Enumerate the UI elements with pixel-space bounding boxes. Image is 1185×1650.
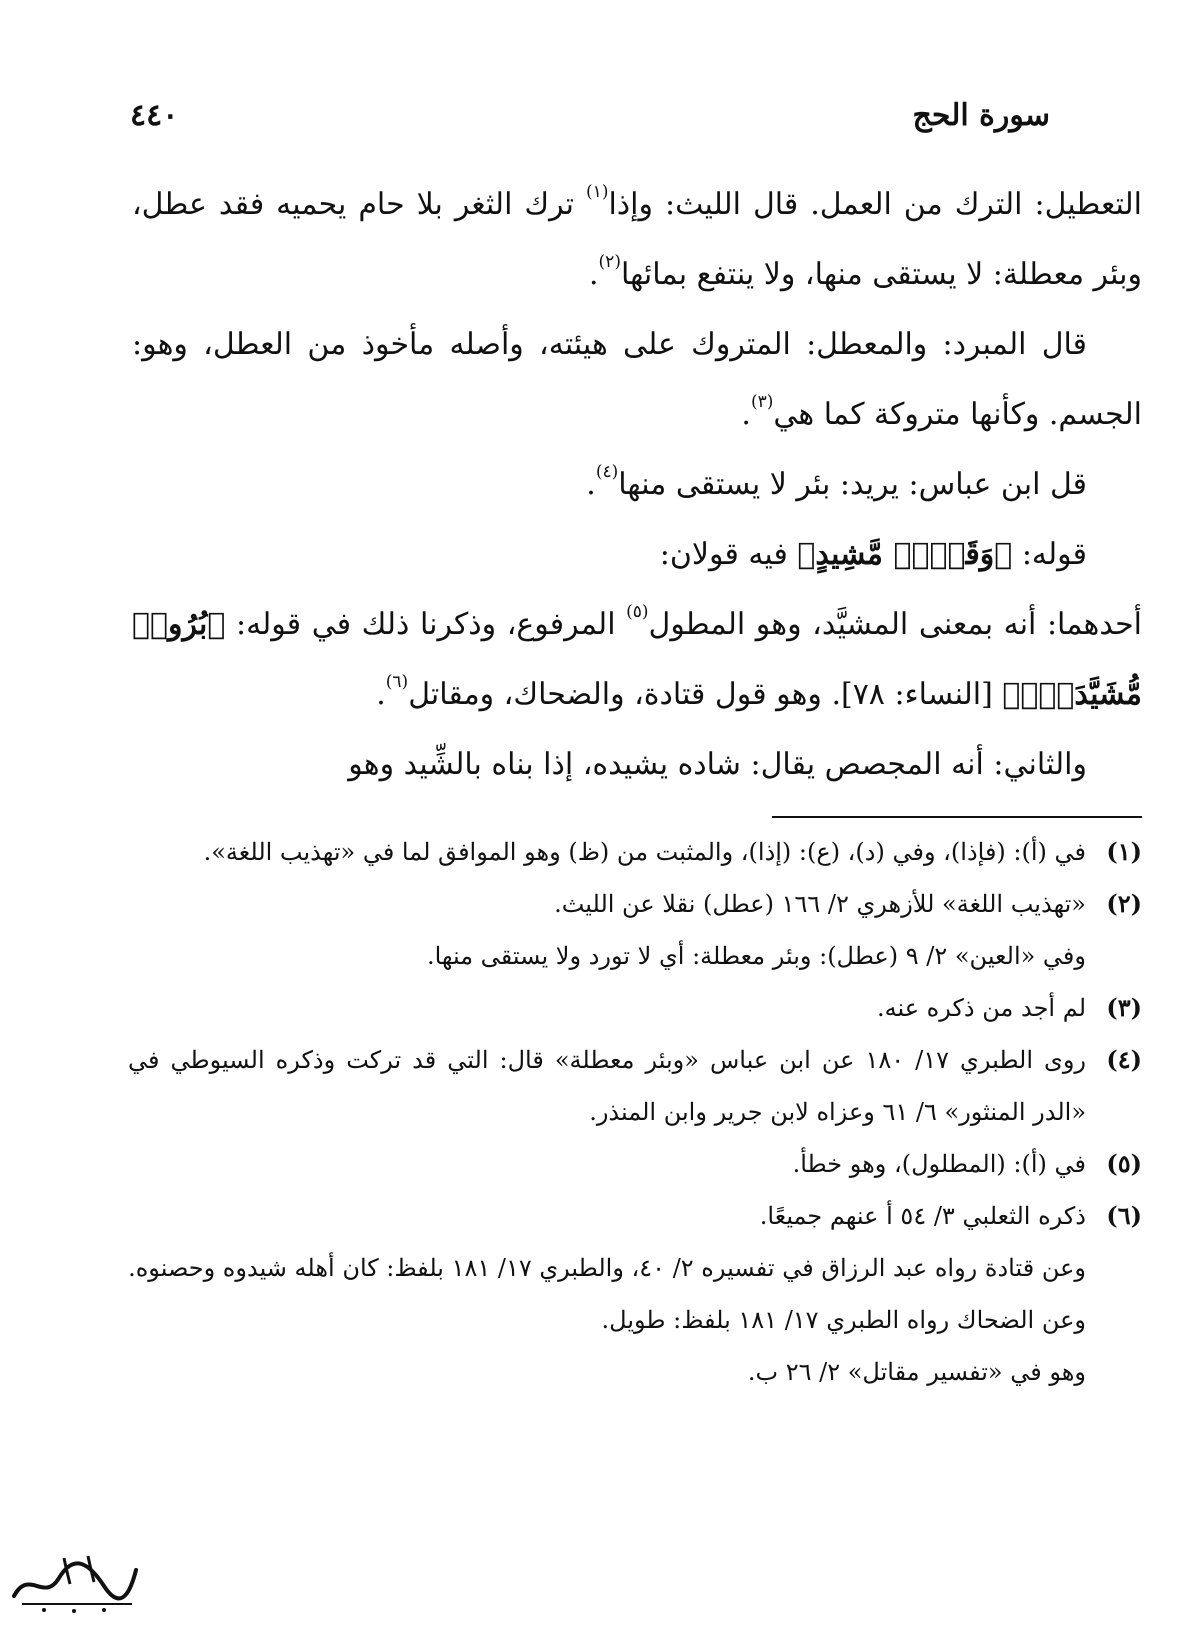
footnote-text: «تهذيب اللغة» للأزهري ٢/ ١٦٦ (عطل) نقلا عن الليث.: [554, 890, 1086, 918]
footnote: [128, 982, 1142, 1034]
paragraph-4: قوله: ﴿وَقَصۡرٖ مَّشِيدٍ﴾ فيه قولان:: [659, 537, 1087, 572]
paragraph-3: قل ابن عباس: يريد: بئر لا يستقى منها$^{(٤)}$.: [586, 462, 1087, 502]
surah-title: سورة الحج: [912, 97, 1050, 133]
footnote: [128, 1034, 1142, 1138]
publisher-logo: [4, 1548, 144, 1618]
footnote-number: [1086, 1294, 1142, 1346]
paragraph-2: قال المبرد: والمعطل: المتروك على هيئته، وأصله مأخوذ من العطل، وهو: الجسم. وكأنها متروكة كما هي$^{(٣)}$.: [132, 327, 1142, 432]
page-number: ٤٤٠: [130, 97, 179, 133]
quran-verse: ﴿وَقَصۡرٖ مَّشِيدٍ﴾: [797, 537, 1013, 572]
footnote-number: [1086, 1242, 1142, 1294]
footnote-text: ذكره الثعلبي ٣/ ٥٤ أ عنهم جميعًا.: [759, 1202, 1086, 1230]
footnote-text: في (أ): (فإذا)، وفي (د)، (ع): (إذا)، والمثبت من (ظ) وهو الموافق لما في «تهذيب اللغة».: [203, 838, 1086, 866]
footnote-continuation: [128, 1294, 1142, 1346]
footnotes: [128, 826, 1142, 1398]
footnote-text: وعن قتادة رواه عبد الرزاق في تفسيره ٢/ ٤٠، والطبري ١٧/ ١٨١ بلفظ: كان أهله شيدوه وحصنوه.: [128, 1254, 1086, 1282]
footnote: [128, 1138, 1142, 1190]
footnote: [128, 878, 1142, 930]
footnote: [128, 1190, 1142, 1242]
main-text: [132, 170, 1142, 800]
footnote: [128, 826, 1142, 878]
footnote-number: (٤): [1106, 1045, 1142, 1074]
footnote-number: [1086, 930, 1142, 982]
footnote-ref-2: (٢): [598, 252, 621, 272]
footnote-text: لم أجد من ذكره عنه.: [876, 994, 1086, 1022]
footnote-number: (٣): [1106, 993, 1142, 1022]
footnote-ref-5: (٥): [626, 602, 649, 622]
footnote-text: وهو في «تفسير مقاتل» ٢/ ٢٦ ب.: [747, 1358, 1086, 1386]
paragraph-5: أحدهما: أنه بمعنى المشيَّد، وهو المطول$^{(٥)}$ المرفوع، وذكرنا ذلك في قوله: ﴿بُرُوجٖ مُّشَيَّدَةٖۗ﴾ [النساء: ٧٨]. وهو قول قتادة، والضحاك، ومقاتل$^{(٦)}$.: [132, 602, 1142, 712]
footnote-number: (١): [1106, 837, 1142, 866]
footnote-separator: [772, 816, 1142, 818]
footnote-number: (٥): [1106, 1149, 1142, 1178]
footnote-continuation: [128, 930, 1142, 982]
footnote-ref-3: (٣): [750, 392, 774, 412]
quran-verse: ﴿بُرُوجٖ مُّشَيَّدَةٖۗ﴾: [132, 607, 1142, 712]
page-header: [130, 85, 1050, 145]
footnote-number: (٢): [1106, 889, 1142, 918]
footnote-text: وعن الضحاك رواه الطبري ١٧/ ١٨١ بلفظ: طويل.: [601, 1306, 1086, 1334]
footnote-number: [1086, 1346, 1142, 1398]
paragraph-1: التعطيل: الترك من العمل. قال الليث: وإذا$^{(١)}$ ترك الثغر بلا حام يحميه فقد عطل، وبئر معطلة: لا يستقى منها، ولا ينتفع بمائها$^{(٢)}$.: [132, 182, 1142, 292]
calligraphy-logo-icon: [4, 1548, 144, 1618]
paragraph-6: والثاني: أنه المجصص يقال: شاده يشيده، إذا بناه بالشِّيد وهو: [348, 747, 1087, 782]
footnote-number: (٦): [1106, 1201, 1142, 1230]
footnote-continuation: [128, 1346, 1142, 1398]
footnote-ref-6: (٦): [385, 672, 409, 692]
footnote-ref-1: (١): [586, 182, 609, 202]
footnote-ref-4: (٤): [595, 462, 619, 482]
footnote-text: روى الطبري ١٧/ ١٨٠ عن ابن عباس «وبئر معطلة» قال: التي قد تركت وذكره السيوطي في «الدر المنثور» ٦/ ٦١ وعزاه لابن جرير وابن المنذر.: [128, 1046, 1086, 1126]
footnote-text: في (أ): (المطلول)، وهو خطأ.: [792, 1150, 1086, 1178]
footnote-text: وفي «العين» ٢/ ٩ (عطل): وبئر معطلة: أي لا تورد ولا يستقى منها.: [426, 942, 1086, 970]
footnote-continuation: [128, 1242, 1142, 1294]
